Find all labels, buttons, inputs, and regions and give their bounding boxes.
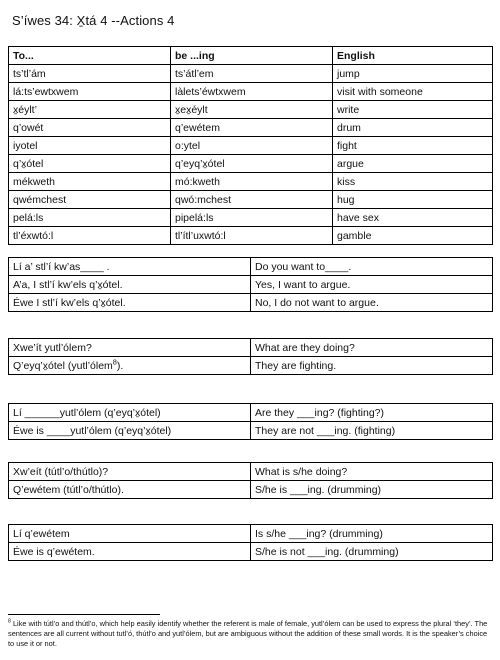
table-row: [9, 481, 493, 499]
table-cell: làlets’éwtxwem: [171, 83, 333, 101]
table-cell: o:ytel: [171, 137, 333, 155]
table-row: [9, 463, 493, 481]
english-cell: What is s/he doing?: [251, 463, 493, 481]
english-cell: Yes, I want to argue.: [251, 276, 493, 294]
page-title: S’íwes 34: X̱tá 4 --Actions 4: [12, 13, 175, 28]
halkomelem-cell: A’a, I stl’í kw’els q’x̱ótel.: [9, 276, 251, 294]
table-row: [9, 543, 493, 561]
table-cell: ts’tl’ám: [9, 65, 171, 83]
table-cell: x̱ex̱éylt: [171, 101, 333, 119]
table-row: [9, 404, 493, 422]
footnote-marker: 8: [8, 618, 11, 625]
table-row: [9, 276, 493, 294]
column-header: English: [333, 47, 493, 65]
english-cell: Is s/he ___ing? (drumming): [251, 525, 493, 543]
table-cell: have sex: [333, 209, 493, 227]
halkomelem-cell: Xwe’ít yutl’ólem?: [9, 339, 251, 357]
english-cell: What are they doing?: [251, 339, 493, 357]
table-cell: pipelá:ls: [171, 209, 333, 227]
table-cell: pelá:ls: [9, 209, 171, 227]
what-is-she-doing-table: [8, 462, 493, 499]
table-cell: iyotel: [9, 137, 171, 155]
table-cell: x̱éylt’: [9, 101, 171, 119]
column-header: be ...ing: [171, 47, 333, 65]
table-row: [9, 258, 493, 276]
what-are-they-doing-table: [8, 338, 493, 375]
table-row: [9, 339, 493, 357]
table-cell: kiss: [333, 173, 493, 191]
table-cell: write: [333, 101, 493, 119]
table-row: [9, 65, 493, 83]
english-cell: No, I do not want to argue.: [251, 294, 493, 312]
english-cell: They are fighting.: [251, 357, 493, 375]
english-cell: They are not ___ing. (fighting): [251, 422, 493, 440]
table-cell: gamble: [333, 227, 493, 245]
footnote-divider: [8, 614, 160, 615]
table-cell: q’x̱ótel: [9, 155, 171, 173]
halkomelem-cell: Éwe I stl’í kw’els q’x̱ótel.: [9, 294, 251, 312]
table-row: [9, 173, 493, 191]
table-cell: argue: [333, 155, 493, 173]
halkomelem-cell: Lí ______yutl’ólem (q’eyq’x̱ótel): [9, 404, 251, 422]
footnote: [8, 619, 492, 649]
table-cell: q’owét: [9, 119, 171, 137]
table-cell: drum: [333, 119, 493, 137]
is-she-table: [8, 524, 493, 561]
table-cell: visit with someone: [333, 83, 493, 101]
table-cell: tl’ítl’uxwtó:l: [171, 227, 333, 245]
table-cell: qwémchest: [9, 191, 171, 209]
table-row: [9, 155, 493, 173]
table-cell: jump: [333, 65, 493, 83]
table-row: [9, 227, 493, 245]
want-to-table: [8, 257, 493, 312]
halkomelem-cell: Lí q’ewétem: [9, 525, 251, 543]
table-row: [9, 525, 493, 543]
table-cell: ts’átl’em: [171, 65, 333, 83]
table-row: [9, 83, 493, 101]
table-row: [9, 357, 493, 375]
table-row: [9, 422, 493, 440]
table-row: [9, 137, 493, 155]
table-cell: fight: [333, 137, 493, 155]
table-row: [9, 191, 493, 209]
footnote-reference: 8: [112, 357, 117, 366]
halkomelem-cell: Éwe is ____yutl’ólem (q’eyq’x̱ótel): [9, 422, 251, 440]
halkomelem-cell: Éwe is q’ewétem.: [9, 543, 251, 561]
table-cell: lá:ts’ewtxwem: [9, 83, 171, 101]
cell-text: Q’eyq’x̱ótel (yutl’ólem: [13, 359, 113, 372]
table-cell: qwó:mchest: [171, 191, 333, 209]
table-cell: q’eyq’x̱ótel: [171, 155, 333, 173]
halkomelem-cell: Q’ewétem (tútl’o/thútlo).: [9, 481, 251, 499]
table-cell: hug: [333, 191, 493, 209]
are-they-table: [8, 403, 493, 440]
english-cell: Are they ___ing? (fighting?): [251, 404, 493, 422]
table-row: [9, 101, 493, 119]
table-cell: tl’éxwtó:l: [9, 227, 171, 245]
table-row: [9, 119, 493, 137]
column-header: To...: [9, 47, 171, 65]
table-cell: q’ewétem: [171, 119, 333, 137]
verb-table: [8, 46, 493, 245]
english-cell: S/he is ___ing. (drumming): [251, 481, 493, 499]
table-cell: mó:kweth: [171, 173, 333, 191]
footnote-text: Like with tútl’o and thútl’o, which help easily identify whether the referent is male of female, yutl’ólem can be used to express the plural ‘they’. The sentences are all current without tutl’ó, thútl’o and yutl’ólem, but are ambiguous without the addition of these small words. It is the speaker’s choice to use it or not.: [8, 619, 488, 648]
table-cell: mékweth: [9, 173, 171, 191]
table-row: [9, 294, 493, 312]
english-cell: S/he is not ___ing. (drumming): [251, 543, 493, 561]
english-cell: Do you want to____.: [251, 258, 493, 276]
cell-text-end: ).: [116, 359, 124, 372]
table-header-row: [9, 47, 493, 65]
halkomelem-cell: [9, 357, 251, 375]
halkomelem-cell: Lí a’ stl’í kw’as____ .: [9, 258, 251, 276]
halkomelem-cell: Xw’eít (tútl’o/thútlo)?: [9, 463, 251, 481]
table-row: [9, 209, 493, 227]
